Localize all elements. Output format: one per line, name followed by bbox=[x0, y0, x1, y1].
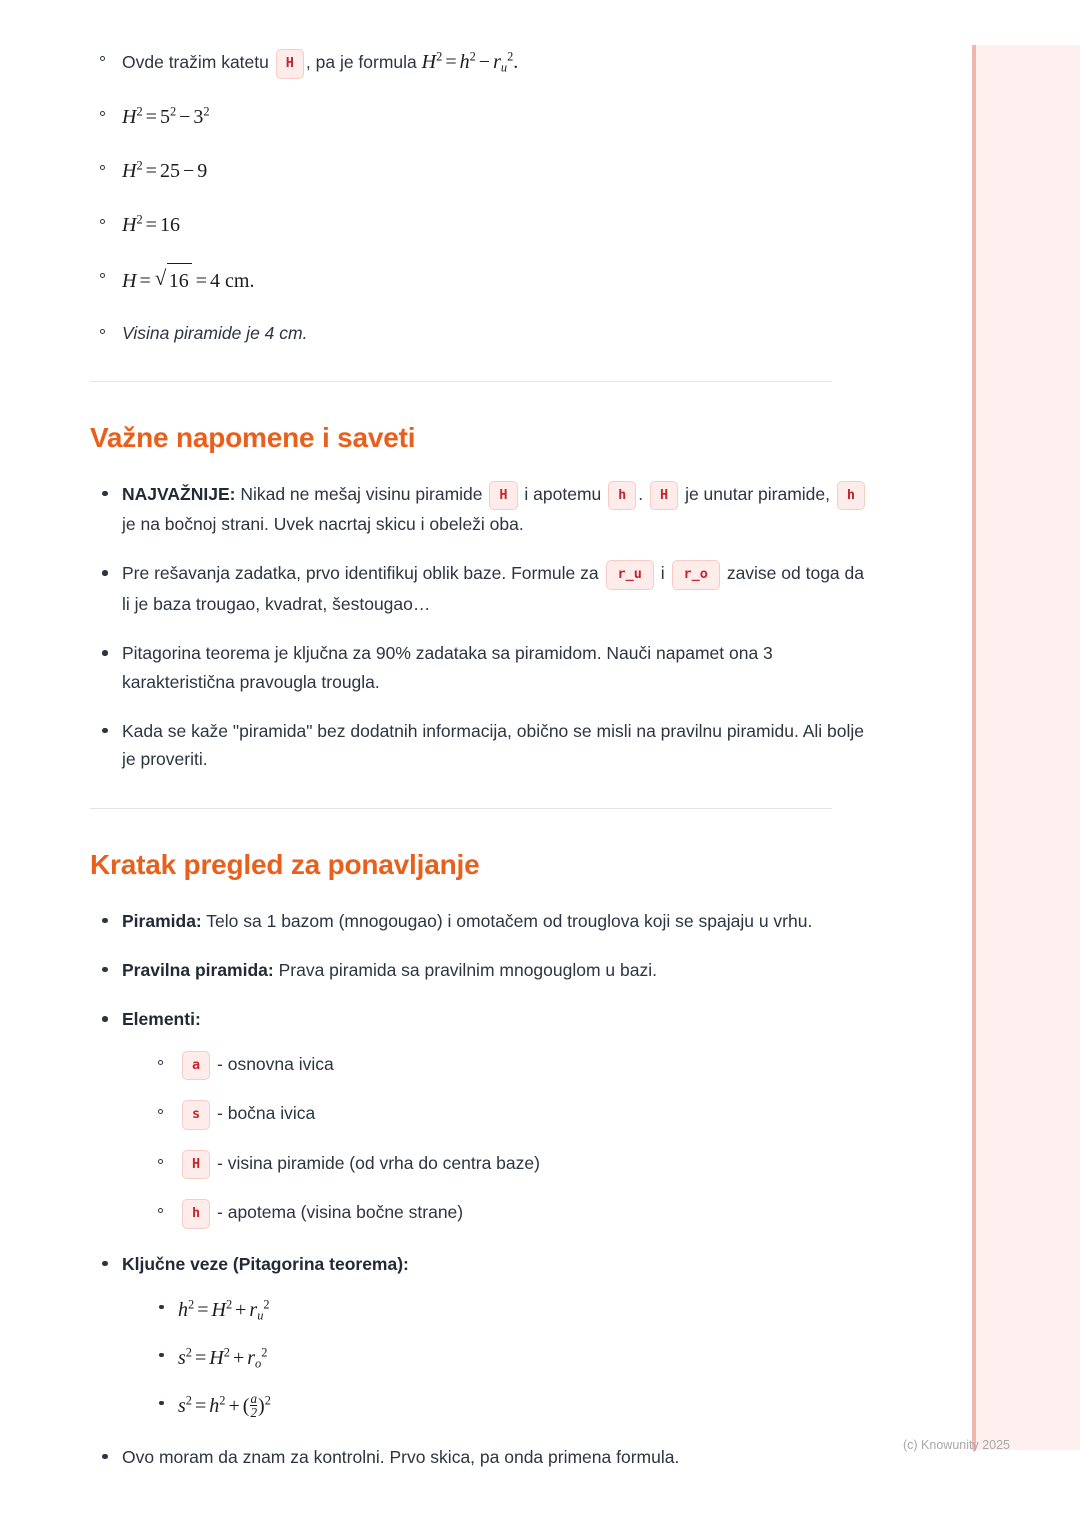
chip-h-element: h bbox=[182, 1199, 210, 1229]
solution-step-2 bbox=[90, 101, 870, 133]
chip-H-visina: H bbox=[489, 481, 517, 511]
formula-1 bbox=[148, 1294, 870, 1326]
summary-list bbox=[90, 907, 870, 1472]
formulas-list bbox=[148, 1294, 870, 1422]
element-a bbox=[148, 1050, 870, 1081]
solution-step-3 bbox=[90, 155, 870, 187]
step1-text-before: Ovde tražim katetu bbox=[122, 52, 269, 72]
chip-H: H bbox=[276, 49, 304, 79]
divider-1 bbox=[90, 381, 832, 382]
chip-a: a bbox=[182, 1051, 210, 1081]
step1-formula: $H^2 = h^2 - r_u^2$. bbox=[421, 49, 519, 75]
notes-list bbox=[90, 480, 870, 774]
note-item-pitagora bbox=[90, 639, 870, 696]
chip-H-element: H bbox=[182, 1150, 210, 1180]
elementi-list bbox=[148, 1050, 870, 1229]
step2-formula: $H^2 = 5^2 - 3^2$ bbox=[122, 103, 210, 128]
step3-formula: $H^2 = 25 - 9$ bbox=[122, 157, 208, 182]
right-decorative-panel bbox=[972, 45, 1080, 1450]
note2-text-3: zavise od toga da li je baza trougao, kvadrat, šestougao… bbox=[122, 563, 864, 614]
note-text-2: i apotemu bbox=[524, 483, 602, 504]
chip-h-bocna: h bbox=[837, 481, 865, 511]
solution-step-5 bbox=[90, 263, 870, 297]
formula-3 bbox=[148, 1390, 870, 1422]
right-accent-line bbox=[972, 45, 976, 1450]
chip-H-unutar: H bbox=[650, 481, 678, 511]
divider-2 bbox=[90, 808, 832, 809]
note3-text: Pitagorina teorema je ključna za 90% zadataka sa piramidom. Nauči napamet ona 3 karakteristična pravougla trougla. bbox=[122, 643, 773, 692]
formula-3-math: $s^2 = h^2$ + ( $\frac{a}{2}$ )$^2$ bbox=[178, 1390, 271, 1420]
step1-text-after: , pa je formula bbox=[305, 52, 417, 72]
note-lead-najvaznije: NAJVAŽNIJE: bbox=[122, 483, 236, 504]
formula-2 bbox=[148, 1342, 870, 1374]
summary-closing-text: Ovo moram da znam za kontrolni. Prvo skica, pa onda primena formula. bbox=[122, 1446, 680, 1467]
element-h-desc: - apotema (visina bočne strane) bbox=[217, 1202, 464, 1223]
element-s bbox=[148, 1099, 870, 1130]
notes-section-title: Važne napomene i saveti bbox=[90, 421, 416, 453]
chip-s: s bbox=[182, 1100, 210, 1130]
chip-r-o: r_o bbox=[672, 560, 720, 590]
element-a-desc: - osnovna ivica bbox=[217, 1053, 334, 1074]
solution-step-1 bbox=[90, 46, 870, 79]
copyright-watermark: (c) Knowunity 2025 bbox=[903, 1438, 1011, 1452]
summary-item-piramida bbox=[90, 907, 870, 935]
solution-conclusion bbox=[90, 319, 870, 347]
step4-formula: $H^2 = 16$ bbox=[122, 211, 180, 236]
element-H bbox=[148, 1149, 870, 1180]
step5-formula: H = √ 16 = 4 cm. bbox=[122, 270, 254, 292]
summary-item-elementi bbox=[90, 1005, 870, 1228]
summary-item-kljucne-veze bbox=[90, 1250, 870, 1422]
summary-item-pravilna-piramida bbox=[90, 956, 870, 984]
note-text-4: je unutar piramide, bbox=[685, 483, 831, 504]
summary-text-pravilna: Prava piramida sa pravilnim mnogouglom u bazi. bbox=[278, 959, 657, 980]
note-item-pravilna bbox=[90, 717, 870, 774]
summary-lead-piramida: Piramida: bbox=[122, 910, 202, 931]
summary-section-title: Kratak pregled za ponavljanje bbox=[90, 848, 480, 880]
note-text-3: . bbox=[638, 483, 644, 504]
formula-1-math: $h^2 = H^2 + r_u^2$ bbox=[178, 1297, 270, 1323]
element-H-desc: - visina piramide (od vrha do centra baze) bbox=[217, 1152, 540, 1173]
summary-text-piramida: Telo sa 1 bazom (mnogougao) i omotačem od trouglova koji se spajaju u vrhu. bbox=[206, 910, 813, 931]
chip-r-u: r_u bbox=[606, 560, 654, 590]
element-h bbox=[148, 1198, 870, 1229]
note2-text-2: i bbox=[660, 563, 665, 584]
note-text-5: je na bočnoj strani. Uvek nacrtaj skicu i obeleži oba. bbox=[122, 514, 524, 534]
element-s-desc: - bočna ivica bbox=[217, 1103, 316, 1124]
summary-item-closing bbox=[90, 1443, 870, 1471]
note2-text-1: Pre rešavanja zadatka, prvo identifikuj oblik baze. Formule za bbox=[122, 563, 599, 584]
summary-lead-veze: Ključne veze (Pitagorina teorema): bbox=[122, 1253, 409, 1274]
note-item-najvaznije bbox=[90, 480, 870, 539]
summary-lead-pravilna: Pravilna piramida: bbox=[122, 959, 274, 980]
solution-steps-list bbox=[90, 46, 870, 347]
chip-h-apotema: h bbox=[608, 481, 636, 511]
solution-step-4 bbox=[90, 209, 870, 241]
summary-lead-elementi: Elementi: bbox=[122, 1009, 201, 1030]
note4-text: Kada se kaže "piramida" bez dodatnih informacija, obično se misli na pravilnu piramidu. Ali bolje je proveriti. bbox=[122, 720, 864, 770]
formula-2-math: $s^2 = H^2 + r_o^2$ bbox=[178, 1345, 268, 1371]
note-item-oblik-baze bbox=[90, 559, 870, 618]
note-text-1: Nikad ne mešaj visinu piramide bbox=[240, 483, 483, 504]
conclusion-text: Visina piramide je 4 cm. bbox=[122, 322, 308, 343]
